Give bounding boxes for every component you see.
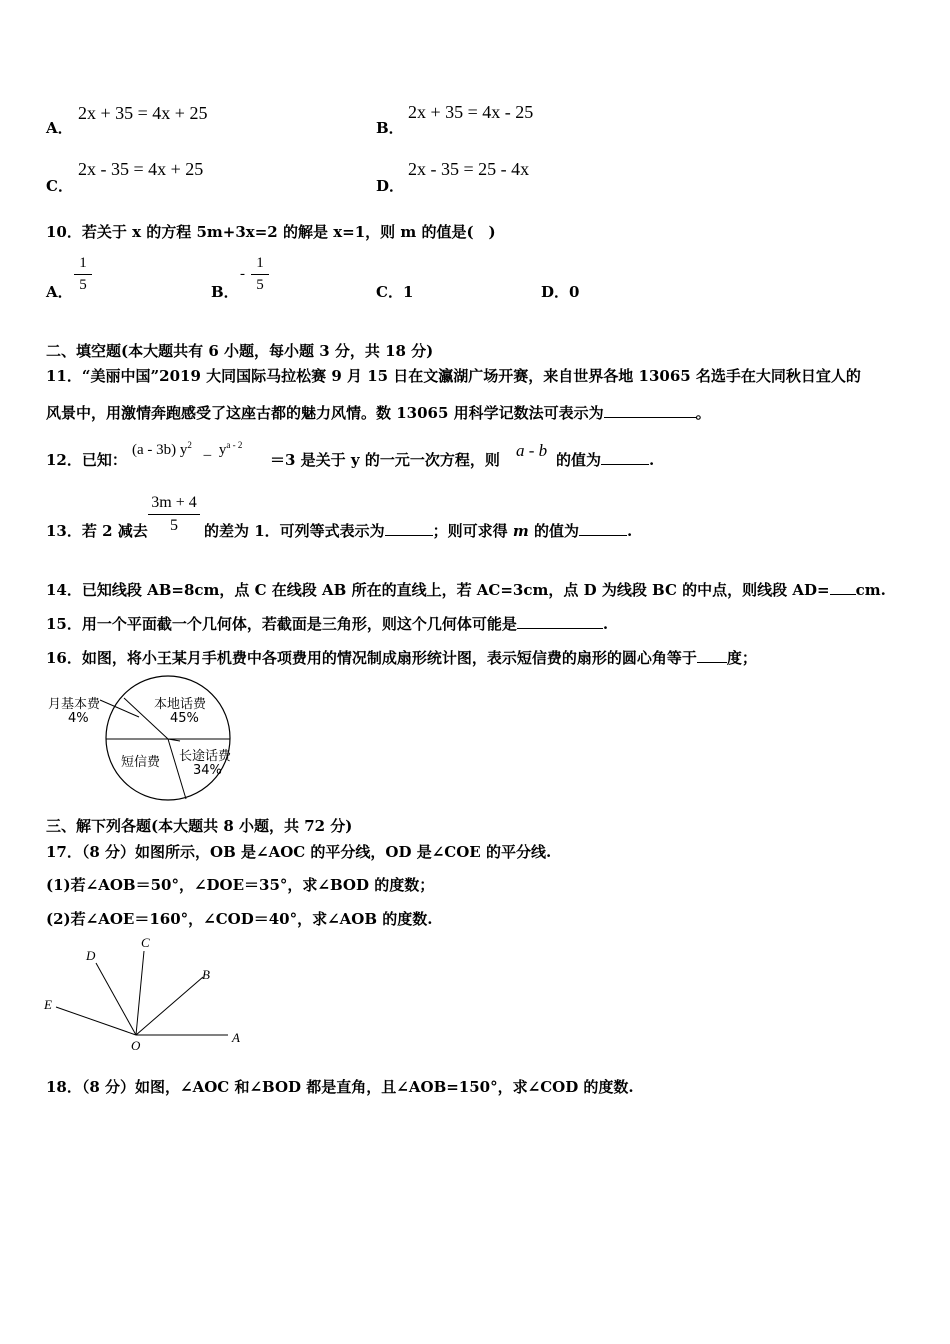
- q12-expr-minus: _: [203, 442, 212, 458]
- q9-option-a-label: A．: [46, 119, 73, 137]
- q10-option-a-fraction: [74, 255, 92, 294]
- q13-answer-blank[interactable]: [579, 535, 627, 536]
- q11-line1: 11．“美丽中国”2019 大同国际马拉松赛 9 月 15 日在文瀛湖广场开赛，来自世界各地 13065 名选手在大同秋日宜人的: [46, 367, 861, 385]
- q14-unit: cm.: [855, 581, 886, 599]
- q16: [46, 647, 757, 668]
- q12-exp-b: a - 2: [226, 440, 243, 450]
- angle-diagram: [40, 935, 260, 1055]
- q9-option-c-expression: 2x - 35 = 4x + 25: [78, 159, 204, 179]
- q13-suffix-text: 的值为: [534, 522, 580, 540]
- fraction-bar: [74, 274, 92, 275]
- q11-line2-text: 风景中，用激情奔跑感受了这座古都的魅力风情。数 13065 用科学记数法可表示为: [46, 404, 604, 422]
- ray-oc: [136, 951, 144, 1035]
- pie-long-pct: 34%: [193, 763, 222, 778]
- fraction-bar: [251, 274, 269, 275]
- q17-part1: (1)若∠AOB＝50°，∠DOE＝35°，求∠BOD 的度数；: [46, 876, 435, 894]
- q13-rest: [204, 520, 632, 541]
- angle-label-e: E: [44, 997, 52, 1012]
- q16-end: 度；: [726, 649, 757, 667]
- q13-var: m: [512, 522, 529, 540]
- q13-sep: ；则可求得: [432, 522, 508, 540]
- ray-od: [96, 963, 136, 1035]
- pie-long-label: 长途话费: [179, 749, 232, 764]
- q9-option-b-expression: 2x + 35 = 4x - 25: [408, 102, 534, 122]
- q12-suffix-text: 的值为: [556, 451, 602, 469]
- q12-middle: ＝3 是关于 y 的一元一次方程，则: [270, 451, 500, 469]
- q11-line2-end: 。: [695, 404, 711, 422]
- q12-exp-a: 2: [187, 440, 192, 450]
- q13-middle: 的差为 1．可列等式表示为: [204, 522, 385, 540]
- q10-option-b-fraction: [251, 255, 269, 294]
- pie-local-label: 本地话费: [154, 697, 207, 712]
- q9-option-a-expression: 2x + 35 = 4x + 25: [78, 103, 208, 123]
- angle-label-b: B: [202, 967, 210, 982]
- ray-oe: [56, 1007, 136, 1035]
- q10-option-c: C．1: [376, 283, 414, 301]
- q15-end: .: [602, 615, 609, 633]
- q13-prefix: 13．若 2 减去: [46, 522, 148, 540]
- q10-option-d: D．0: [541, 283, 580, 301]
- q14-answer-blank[interactable]: [830, 594, 856, 595]
- q10-option-b-numerator: 1: [256, 255, 264, 271]
- q12-prefix: 12．已知：: [46, 451, 127, 469]
- q9-option-c-label: C．: [46, 177, 73, 195]
- q12-expression: [132, 440, 242, 459]
- q9-option-d-expression: 2x - 35 = 25 - 4x: [408, 159, 530, 179]
- pie-sms-label: 短信费: [121, 755, 161, 770]
- q10-option-a-denominator: 5: [79, 277, 87, 293]
- q16-text: 16．如图，将小王某月手机费中各项费用的情况制成扇形统计图，表示短信费的扇形的圆心角等于: [46, 649, 697, 667]
- pie-local-pct: 45%: [170, 711, 199, 726]
- pie-monthly-pct: 4%: [68, 711, 89, 726]
- section-3-heading: 三、解下列各题(本大题共 8 小题，共 72 分): [46, 817, 353, 835]
- q10-option-b-denominator: 5: [256, 277, 264, 293]
- q10-option-b-label: B．: [211, 283, 239, 301]
- q9-option-b-label: B．: [376, 119, 404, 137]
- q11-answer-blank[interactable]: [604, 417, 696, 418]
- q12-suffix-end: .: [649, 451, 655, 469]
- phone-fee-pie-chart: [44, 672, 244, 804]
- q10-stem: 10．若关于 x 的方程 5m+3x=2 的解是 x=1，则 m 的值是( ): [46, 223, 496, 241]
- pie-monthly-label: 月基本费: [48, 697, 101, 712]
- angle-label-d: D: [86, 948, 96, 963]
- angle-label-o: O: [131, 1038, 141, 1053]
- q13-denominator: 5: [170, 517, 178, 534]
- q13-fraction: [148, 494, 200, 535]
- q16-answer-blank[interactable]: [697, 662, 727, 663]
- section-2-heading: 二、填空题(本大题共有 6 小题，每小题 3 分，共 18 分): [46, 342, 434, 360]
- q12-suffix: [556, 449, 654, 470]
- angle-label-a: A: [232, 1030, 240, 1045]
- q10-option-a-numerator: 1: [79, 255, 87, 271]
- q12-expr-a: (a - 3b) y: [132, 442, 188, 458]
- q14-text: 14．已知线段 AB=8cm，点 C 在线段 AB 所在的直线上，若 AC=3cm，点 D 为线段 BC 的中点，则线段 AD=: [46, 581, 830, 599]
- q13-suffix-end: .: [627, 522, 633, 540]
- q11-line2: [46, 402, 711, 423]
- q12-answer-blank[interactable]: [601, 464, 649, 465]
- q15-answer-blank[interactable]: [517, 628, 603, 629]
- pie-leader-line: [100, 700, 139, 717]
- q9-option-d-label: D．: [376, 177, 405, 195]
- q14: [46, 579, 886, 600]
- q15: [46, 613, 608, 634]
- q12-expr-b: y: [218, 442, 227, 458]
- q17-part2: (2)若∠AOE＝160°，∠COD＝40°，求∠AOB 的度数.: [46, 910, 433, 928]
- fraction-bar: [148, 514, 200, 515]
- q10-option-a-label: A．: [46, 283, 73, 301]
- q10-option-b-sign: -: [240, 266, 245, 282]
- q12-a-minus-b: a - b: [516, 441, 548, 460]
- q15-text: 15．用一个平面截一个几何体，若截面是三角形，则这个几何体可能是: [46, 615, 517, 633]
- q13-equation-blank[interactable]: [385, 535, 433, 536]
- angle-label-c: C: [141, 935, 150, 950]
- q13-numerator: 3m + 4: [151, 494, 197, 511]
- q18: 18．（8 分）如图，∠AOC 和∠BOD 都是直角，且∠AOB=150°，求∠COD 的度数.: [46, 1078, 634, 1096]
- ray-ob: [136, 977, 203, 1035]
- q17-stem: 17．（8 分）如图所示，OB 是∠AOC 的平分线，OD 是∠COE 的平分线.: [46, 843, 552, 861]
